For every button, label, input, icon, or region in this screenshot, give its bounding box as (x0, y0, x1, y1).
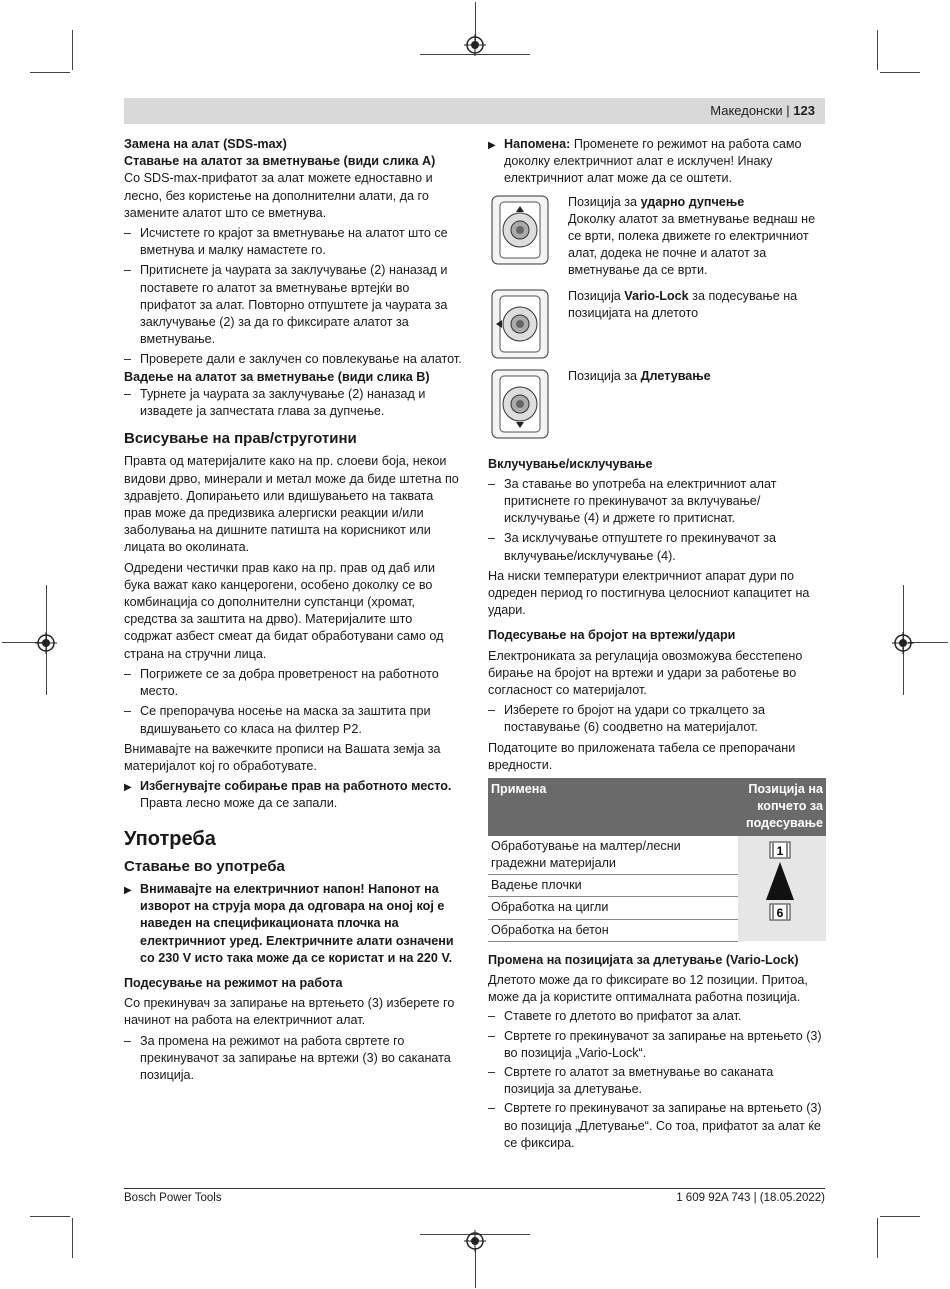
footer-divider (124, 1188, 825, 1189)
setting-range-cell (738, 836, 826, 942)
vario-lock-dial-icon (488, 288, 558, 360)
header-text: Македонски | 123 (710, 103, 815, 118)
dust-warning (124, 778, 462, 812)
crop-mark (908, 642, 948, 643)
onoff-text: На ниски температури електричниот апарат дури по одреден период го постигнува целосниот капацитет на удари. (488, 568, 810, 618)
mode-bold: Vario-Lock (624, 288, 689, 303)
startup-title: Ставање во употреба (124, 857, 285, 875)
speed-table (488, 778, 826, 942)
mode-title: Подесување на режимот на работа (124, 975, 343, 990)
mode-prefix: Позиција за (568, 194, 641, 209)
mode-prefix: Позиција (568, 288, 625, 303)
mode-bold: ударно дупчење (640, 194, 745, 209)
crop-mark (880, 72, 920, 73)
voltage-warning (124, 881, 462, 967)
crop-mark (72, 1218, 73, 1258)
footer-left: Bosch Power Tools (124, 1192, 222, 1204)
table-cell: Обработка на цигли (488, 897, 738, 919)
mode-description (568, 288, 826, 322)
table-cell: Обработување на малтер/лесни градежни материјали (488, 836, 738, 875)
mode-chiseling (488, 368, 826, 440)
crop-mark (877, 1218, 878, 1258)
page-number: 123 (793, 103, 815, 118)
insert-text: Со SDS-max-прифатот за алат можете едноставно и лесно, без користење на дополнителни алати, да го замените алатот што се вметнува. (124, 171, 433, 220)
crop-mark (877, 30, 878, 70)
speed-text: Електрониката за регулација овозможува бесстепено бирање на бројот на вртежи и удари за работење во согласност со материјалот. (488, 648, 803, 698)
voltage-warning-text: Внимавајте на електричниот напон! Напонот на изворот на струја мора да одговара на оној кој е наведен на спецификационата плочка на електричниот уред. Електричните алати означени со 230 V исто така може да се користат и на 220 V. (140, 881, 454, 965)
list-item: – За ставање во употреба на електричниот алат притиснете го прекинувачот за вклучување/исклучување (4) и држете го притиснат. (488, 476, 826, 528)
chiseling-dial-icon (488, 368, 558, 440)
list-item: – Турнете ја чаурата за заклучување (2) наназад и извадете ја запчестата глава за дупчење. (124, 386, 462, 420)
registration-mark-icon (464, 34, 486, 56)
mode-text: за подесување на позицијата на длетото (568, 288, 798, 320)
table-header (488, 778, 826, 836)
chisel-title: Промена на позицијата за длетување (Vario-Lock) (488, 952, 799, 967)
left-column (124, 136, 462, 1084)
crop-mark (30, 1216, 70, 1217)
mode-bold: Длетување (640, 368, 711, 383)
note-text: Променете го режимот на работа само доколку електричниот алат е исклучен! Инаку електричниот алат може да се оштети. (504, 137, 802, 186)
list-item: – Свртете го прекинувачот за запирање на вртењето (3) во позиција „Длетување“. Со тоа, прифатот за алат ќе се фиксира. (488, 1100, 826, 1152)
mode-description (568, 368, 711, 385)
right-column (488, 136, 826, 1152)
list-item: – Свртете го алатот за вметнување во саканата позиција за длетување. (488, 1064, 826, 1098)
list-item: – Проверете дали е заклучен со повлекување на алатот. (124, 351, 462, 368)
dust-warning-bold: Избегнувајте собирање прав на работното место. (140, 779, 452, 794)
list-item: – За промена на режимот на работа свртете го прекинувачот за запирање на вртежи (3) во саканата позиција. (124, 1033, 462, 1085)
table-row (488, 836, 826, 875)
tool-change-title: Замена на алат (SDS-max) (124, 137, 287, 151)
usage-title: Употреба (124, 827, 216, 850)
registration-mark-icon (892, 632, 914, 654)
crop-mark (475, 1248, 476, 1288)
note-label: Напомена: (504, 137, 571, 151)
dust-paragraph-1: Правта од материјалите како на пр. слоеви боја, некои видови дрво, минерали и метал може да биде штетна по здравјето. Допирањето или вдишувањето на таквата прав може да предизвика алергиски реакции и/или заболувања на дишните патишта на корисникот или лицата во околината. (124, 454, 459, 555)
speed-note: Податоците во приложената табела се препорачани вредности. (488, 740, 796, 772)
dust-paragraph-3: Внимавајте на важечките прописи на Вашата земја за материјалот кој го обработувате. (124, 741, 441, 773)
crop-mark (30, 72, 70, 73)
list-item: – Свртете го прекинувачот за запирање на вртењето (3) во позиција „Vario-Lock“. (488, 1028, 826, 1062)
onoff-title: Вклучување/исклучување (488, 456, 653, 471)
crop-mark (880, 1216, 920, 1217)
mode-text: Доколку алатот за вметнување веднаш не се врти, полека движете го електричниот алат, додека не почне и алатот за вметнување да се врти. (568, 211, 816, 278)
mode-vario-lock (488, 288, 826, 360)
footer-right: 1 609 92A 743 | (18.05.2022) (676, 1192, 825, 1204)
mode-text: Со прекинувач за запирање на вртењето (3) изберете го начинот на работа на електричниот алат. (124, 996, 455, 1028)
registration-mark-icon (35, 632, 57, 654)
list-item: – Се препорачува носење на маска за заштита при вдишувањето со класа на филтер P2. (124, 703, 462, 737)
note (488, 136, 826, 188)
dust-warning-text: Правта лесно може да се запали. (140, 796, 338, 811)
insert-title: Ставање на алатот за вметнување (види слика A) (124, 154, 436, 169)
list-item: – Исчистете го крајот за вметнување на алатот што се вметнува и малку намастете го. (124, 225, 462, 259)
list-item: – Притиснете ја чаурата за заклучување (2) наназад и поставете го алатот за вметнување вртејќи во прифатот за алат. Повторно отпуштете ја чаурата за заклучување (2) за да го фиксирате алатот за вметнување. (124, 262, 462, 348)
list-item: – За исклучување отпуштете го прекинувачот за вклучување/исклучување (4). (488, 530, 826, 564)
table-cell: Обработка на бетон (488, 919, 738, 941)
registration-mark-icon (464, 1230, 486, 1252)
setting-min-label: 1 (776, 843, 784, 858)
table-header-cell: Позиција на копчето за подесување (738, 778, 826, 836)
header-language: Македонски (710, 103, 783, 118)
setting-max-label: 6 (776, 905, 784, 920)
table-header-cell: Примена (488, 778, 738, 836)
list-item: – Ставете го длетото во прифатот за алат. (488, 1008, 826, 1025)
remove-title: Вадење на алатот за вметнување (види слика B) (124, 369, 430, 384)
dust-paragraph-2: Одредени честички прав како на пр. прав од даб или бука важат како канцерогени, особено доколку се во комбинација со дополнителни супстанци (хромат, средства за заштита на дрво). Материјалите што содржат азбест смеат да бидат обработувани само од страна на стручни лица. (124, 560, 444, 661)
mode-hammer-drill (488, 194, 826, 280)
crop-mark (72, 30, 73, 70)
page-header (124, 98, 825, 124)
speed-title: Подесување на бројот на вртежи/удари (488, 628, 736, 643)
chisel-text: Длетото може да го фиксирате во 12 позиции. Притоа, може да ја користите оптималната работна позиција. (488, 972, 808, 1005)
hammer-drill-dial-icon (488, 194, 558, 266)
table-cell: Вадење плочки (488, 875, 738, 897)
mode-description (568, 194, 826, 280)
dust-title: Всисување на прав/струготини (124, 430, 357, 448)
setting-range-icon (740, 840, 820, 922)
list-item: – Погрижете се за добра проветреност на работното место. (124, 666, 462, 700)
list-item: – Изберете го бројот на удари со тркалцето за поставување (6) соодветно на материјалот. (488, 702, 826, 736)
mode-prefix: Позиција за (568, 368, 641, 383)
